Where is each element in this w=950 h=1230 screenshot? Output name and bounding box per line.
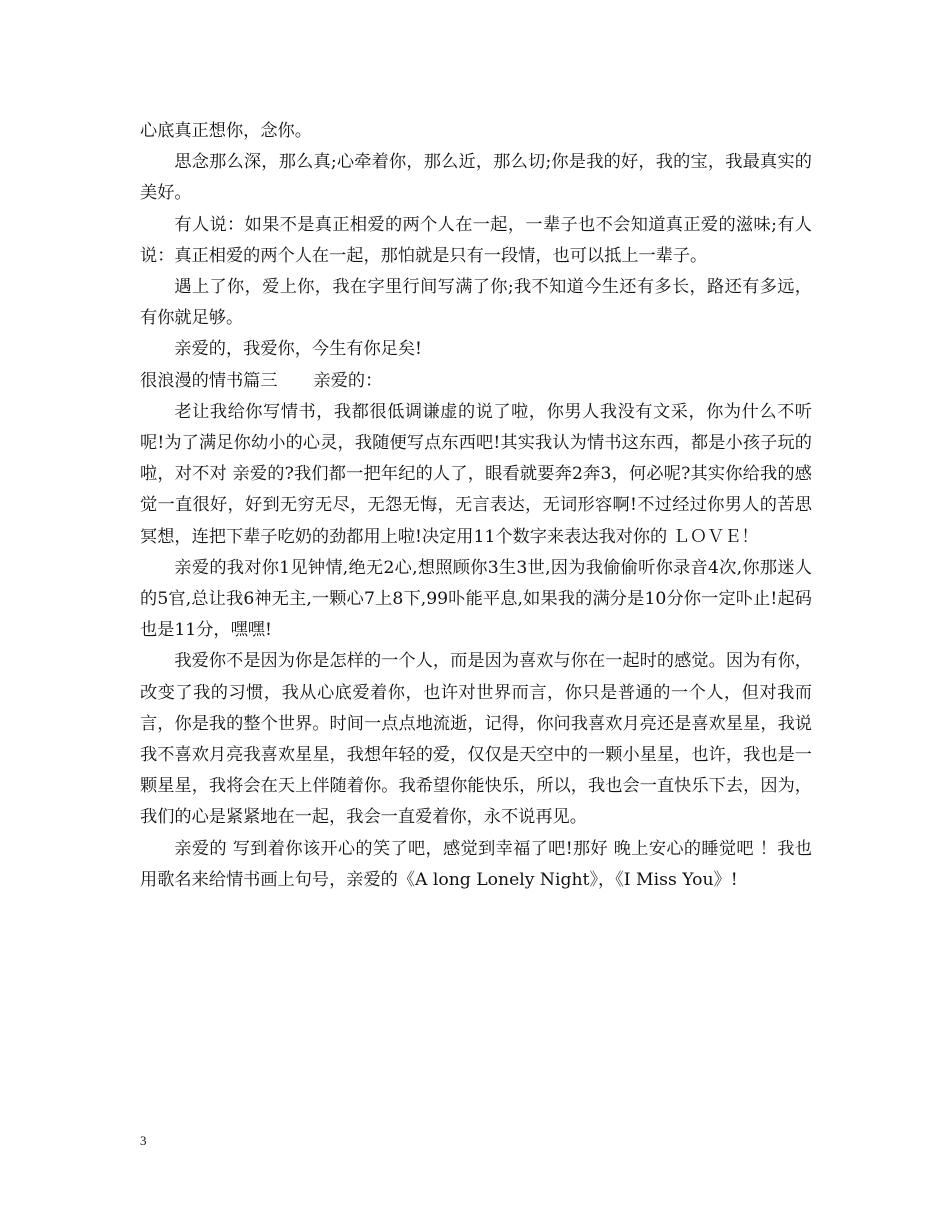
section-heading	[140, 366, 812, 397]
document-body	[140, 116, 812, 896]
section-title: 很浪漫的情书篇三	[140, 370, 278, 391]
paragraph: 亲爱的 写到着你该开心的笑了吧，感觉到幸福了吧!那好 晚上安心的睡觉吧 ！我也用歌名来给情书画上句号，亲爱的《A long Lonely Night》，《I Miss You》!	[140, 838, 812, 890]
paragraph: 心底真正想你，念你。	[140, 121, 312, 141]
paragraph: 亲爱的我对你1见钟情,绝无2心,想照顾你3生3世,因为我偷偷听你录音4次,你那迷人的5官,总让我6神无主,一颗心7上8下,99卟能平息,如果我的满分是10分你一定卟止!起码也是11分，嘿嘿!	[140, 557, 812, 641]
page-number: 3	[140, 1133, 147, 1148]
paragraph: 亲爱的，我爱你，今生有你足矣!	[174, 339, 422, 360]
paragraph: 老让我给你写情书，我都很低调谦虚的说了啦，你男人我没有文采，你为什么不听呢!为了满足你幼小的心灵，我随便写点东西吧!其实我认为情书这东西，都是小孩子玩的啦，对不对 亲爱的?我们都一把年纪的人了，眼看就要奔2奔3，何必呢?其实你给我的感觉一直很好，好到无穷无尽，无怨无悔，无言表达，无词形容啊!不过经过你男人的苦思冥想，连把下辈子吃奶的劲都用上啦!决定用11个数字来表达我对你的 ＬＯＶＥ！	[140, 401, 812, 547]
salutation: 亲爱的：	[313, 370, 383, 391]
paragraph: 遇上了你，爱上你，我在字里行间写满了你;我不知道今生还有多长，路还有多远，有你就足够。	[140, 277, 812, 329]
paragraph: 思念那么深，那么真;心牵着你，那么近，那么切;你是我的好，我的宝，我最真实的美好。	[140, 152, 812, 204]
paragraph: 有人说：如果不是真正相爱的两个人在一起，一辈子也不会知道真正爱的滋味;有人说：真正相爱的两个人在一起，那怕就是只有一段情，也可以抵上一辈子。	[140, 214, 812, 266]
paragraph: 我爱你不是因为你是怎样的一个人，而是因为喜欢与你在一起时的感觉。因为有你，改变了我的习惯，我从心底爱着你，也许对世界而言，你只是普通的一个人，但对我而言，你是我的整个世界。时间一点点地流逝，记得，你问我喜欢月亮还是喜欢星星，我说我不喜欢月亮我喜欢星星，我想年轻的爱，仅仅是天空中的一颗小星星，也许，我也是一颗星星，我将会在天上伴随着你。我希望你能快乐，所以，我也会一直快乐下去，因为，我们的心是紧紧地在一起，我会一直爱着你，永不说再见。	[140, 651, 812, 828]
